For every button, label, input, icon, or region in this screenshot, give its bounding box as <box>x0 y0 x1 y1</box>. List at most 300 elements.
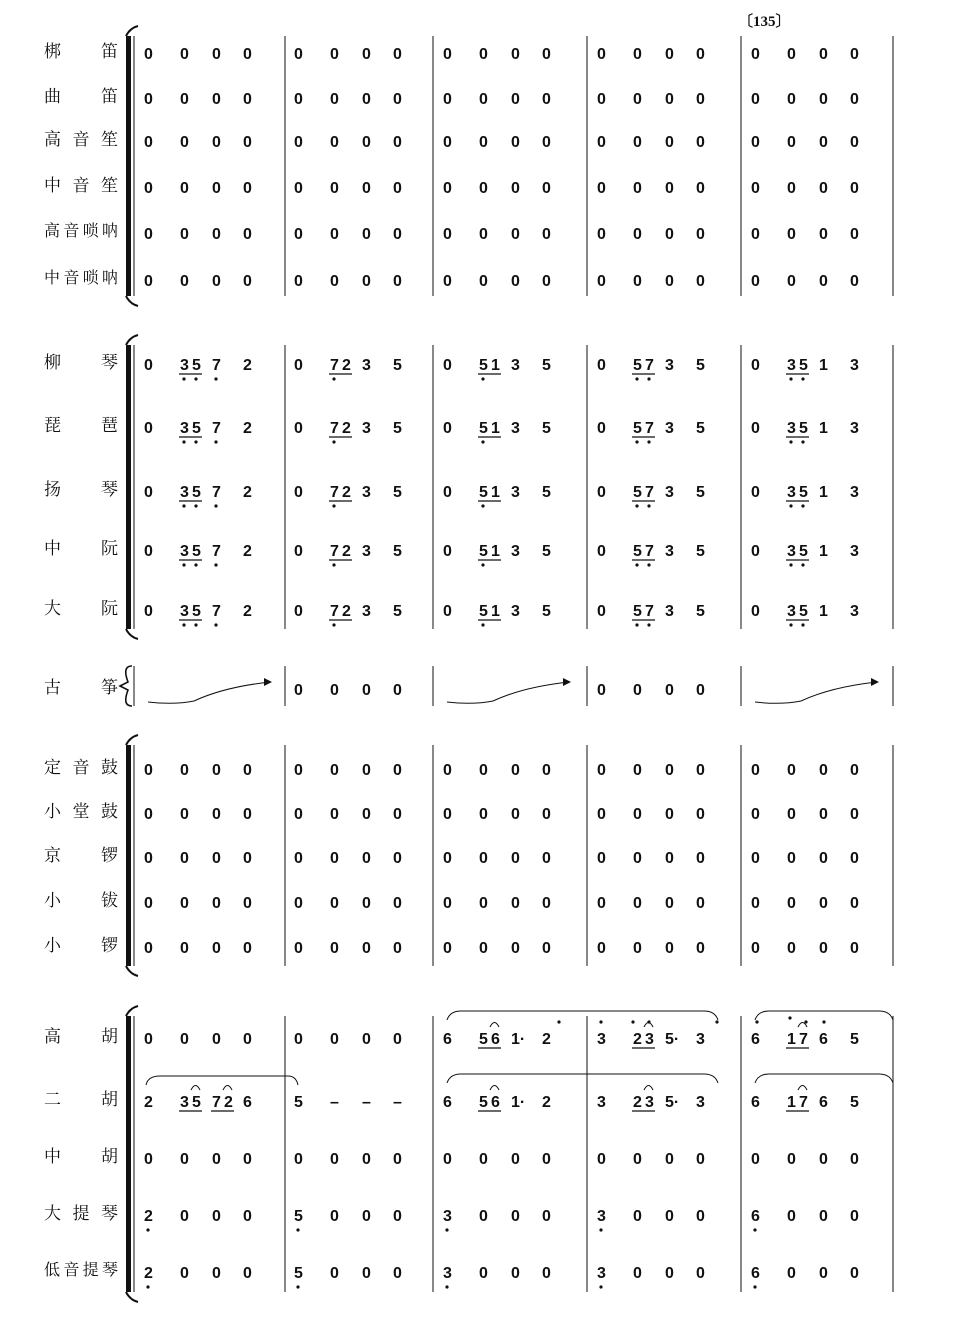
instrument-label: 中音笙 <box>44 176 118 195</box>
glissando-line <box>755 682 877 703</box>
note: 0 <box>665 806 674 823</box>
note: 0 <box>597 91 606 108</box>
note: 0 <box>850 91 859 108</box>
note: 0 <box>850 1151 859 1168</box>
octave-dot <box>753 1285 756 1288</box>
note: 0 <box>294 134 303 151</box>
note: 0 <box>665 895 674 912</box>
note: 0 <box>819 226 828 243</box>
octave-dot <box>445 1228 448 1231</box>
note: 0 <box>597 682 606 699</box>
octave-dot <box>214 623 217 626</box>
note: 0 <box>542 1151 551 1168</box>
note: 0 <box>696 762 705 779</box>
note: 0 <box>212 180 221 197</box>
note: 0 <box>180 134 189 151</box>
note: 0 <box>393 850 402 867</box>
note: 0 <box>696 1208 705 1225</box>
note: 5 <box>633 603 642 620</box>
note: 0 <box>443 134 452 151</box>
note: 0 <box>542 91 551 108</box>
glissando-line <box>447 682 569 703</box>
note: 0 <box>542 273 551 290</box>
note: 6 <box>491 1031 500 1048</box>
octave-dot <box>214 440 217 443</box>
dash: – <box>393 1094 402 1111</box>
note: 0 <box>479 762 488 779</box>
note: 0 <box>542 762 551 779</box>
note: 0 <box>633 273 642 290</box>
note: 0 <box>243 180 252 197</box>
note: 0 <box>479 91 488 108</box>
note: 0 <box>243 1208 252 1225</box>
note: 5 <box>294 1208 303 1225</box>
note: 0 <box>362 940 371 957</box>
note: 0 <box>212 850 221 867</box>
instrument-label: 二胡 <box>44 1090 118 1109</box>
note: 0 <box>633 1265 642 1282</box>
note: 0 <box>819 134 828 151</box>
note: 0 <box>542 850 551 867</box>
note: 0 <box>633 1151 642 1168</box>
note: 0 <box>633 1208 642 1225</box>
note: 0 <box>362 1151 371 1168</box>
note: 0 <box>665 850 674 867</box>
octave-dot <box>332 504 335 507</box>
octave-dot <box>296 1285 299 1288</box>
instrument-label: 小锣 <box>44 936 118 955</box>
system-bracket <box>126 745 131 966</box>
note: 0 <box>479 134 488 151</box>
octave-dot <box>194 563 197 566</box>
octave-dot <box>801 623 804 626</box>
note: 5 <box>696 603 705 620</box>
note: 0 <box>479 46 488 63</box>
note: 0 <box>294 91 303 108</box>
note: 0 <box>443 46 452 63</box>
note: 0 <box>787 273 796 290</box>
note: 0 <box>362 46 371 63</box>
octave-dot <box>214 504 217 507</box>
octave-dot <box>801 504 804 507</box>
note: 1 <box>491 543 500 560</box>
note: 0 <box>212 806 221 823</box>
instrument-label: 柳琴 <box>44 353 118 372</box>
note: 0 <box>850 1208 859 1225</box>
note: 0 <box>144 484 153 501</box>
note: 0 <box>330 134 339 151</box>
octave-dot <box>194 623 197 626</box>
note: 0 <box>633 134 642 151</box>
note: 0 <box>597 46 606 63</box>
note: 0 <box>393 46 402 63</box>
note: 5 <box>799 484 808 501</box>
octave-dot <box>481 377 484 380</box>
note: 7 <box>212 420 221 437</box>
note: 6 <box>819 1031 828 1048</box>
note: 0 <box>850 134 859 151</box>
note: 0 <box>362 1208 371 1225</box>
note: 0 <box>787 895 796 912</box>
octave-dot <box>789 623 792 626</box>
note: 0 <box>294 895 303 912</box>
octave-dot <box>647 504 650 507</box>
note: 5 <box>542 420 551 437</box>
note: 0 <box>696 682 705 699</box>
note: 0 <box>542 134 551 151</box>
note: 3 <box>597 1265 606 1282</box>
slur <box>490 1023 499 1028</box>
note: 0 <box>597 484 606 501</box>
note: 7 <box>212 357 221 374</box>
instrument-label: 曲笛 <box>44 87 118 106</box>
note: 0 <box>665 134 674 151</box>
note: 0 <box>212 1208 221 1225</box>
note: 5 <box>542 603 551 620</box>
note: 2 <box>243 357 252 374</box>
instrument-label: 琵琶 <box>44 416 118 435</box>
octave-dot <box>804 1020 807 1023</box>
note: 0 <box>665 226 674 243</box>
note: 5 <box>479 543 488 560</box>
note: 0 <box>479 895 488 912</box>
note: 3 <box>787 543 796 560</box>
note: 0 <box>696 91 705 108</box>
note: 7 <box>330 420 339 437</box>
note: 0 <box>330 1208 339 1225</box>
note: 1 <box>491 420 500 437</box>
octave-dot <box>647 623 650 626</box>
octave-dot <box>296 1228 299 1231</box>
note: 0 <box>696 226 705 243</box>
note: 0 <box>330 1151 339 1168</box>
note: 3 <box>787 603 796 620</box>
note: 0 <box>294 46 303 63</box>
octave-dot <box>753 1228 756 1231</box>
note: 0 <box>294 273 303 290</box>
system-bracket <box>126 36 131 296</box>
octave-dot <box>789 563 792 566</box>
note: 5 <box>192 1094 201 1111</box>
note: 0 <box>751 91 760 108</box>
phrase-slur <box>447 1074 718 1083</box>
octave-dot <box>182 563 185 566</box>
note: 5· <box>665 1094 680 1111</box>
note: 0 <box>479 806 488 823</box>
note: 2 <box>542 1094 551 1111</box>
octave-dot <box>822 1020 825 1023</box>
note: 0 <box>144 226 153 243</box>
octave-dot <box>801 440 804 443</box>
note: 0 <box>633 226 642 243</box>
note: 0 <box>597 134 606 151</box>
note: 0 <box>212 940 221 957</box>
note: 0 <box>243 226 252 243</box>
bracket-hook <box>126 26 138 36</box>
note: 0 <box>180 940 189 957</box>
octave-dot <box>332 440 335 443</box>
note: 0 <box>819 1265 828 1282</box>
note: 7 <box>212 543 221 560</box>
note: 0 <box>751 940 760 957</box>
instrument-label: 定音鼓 <box>44 758 118 777</box>
bracket-hook <box>126 629 138 639</box>
note: 0 <box>393 1208 402 1225</box>
note: 3 <box>511 543 520 560</box>
octave-dot <box>481 504 484 507</box>
octave-dot <box>789 504 792 507</box>
note: 0 <box>393 682 402 699</box>
note: 5 <box>479 357 488 374</box>
octave-dot <box>214 563 217 566</box>
note: 0 <box>144 357 153 374</box>
bracket-hook <box>126 296 138 306</box>
instrument-label: 中音唢呐 <box>44 270 118 287</box>
note: 3 <box>362 420 371 437</box>
note: 5 <box>192 603 201 620</box>
note: 0 <box>294 762 303 779</box>
note: 0 <box>443 420 452 437</box>
note: 0 <box>665 91 674 108</box>
instrument-label: 梆笛 <box>44 42 118 61</box>
note: 3 <box>665 357 674 374</box>
note: 0 <box>362 895 371 912</box>
note: 0 <box>393 806 402 823</box>
octave-dot <box>635 377 638 380</box>
note: 0 <box>542 1265 551 1282</box>
note: 3 <box>362 484 371 501</box>
note: 0 <box>511 1265 520 1282</box>
note: 0 <box>850 940 859 957</box>
instrument-label: 大阮 <box>44 599 118 618</box>
note: 0 <box>144 895 153 912</box>
note: 0 <box>511 1151 520 1168</box>
note: 0 <box>180 1151 189 1168</box>
note: 5 <box>850 1094 859 1111</box>
note: 0 <box>330 1031 339 1048</box>
note: 0 <box>751 1151 760 1168</box>
glissando-arrow <box>264 678 272 686</box>
note: 0 <box>362 850 371 867</box>
note: 0 <box>542 180 551 197</box>
note: 0 <box>443 273 452 290</box>
note: 0 <box>542 1208 551 1225</box>
note: 0 <box>819 1208 828 1225</box>
note: 0 <box>633 940 642 957</box>
note: 0 <box>597 226 606 243</box>
note: 0 <box>144 940 153 957</box>
note: 0 <box>850 226 859 243</box>
note: 5 <box>542 484 551 501</box>
note: 3 <box>850 420 859 437</box>
note: 0 <box>330 226 339 243</box>
note: 0 <box>665 940 674 957</box>
note: 0 <box>330 940 339 957</box>
note: 0 <box>696 273 705 290</box>
note: 0 <box>294 543 303 560</box>
instrument-label: 中胡 <box>44 1147 118 1166</box>
note: 1 <box>819 543 828 560</box>
note: 0 <box>850 850 859 867</box>
octave-dot <box>635 563 638 566</box>
note: 0 <box>511 850 520 867</box>
note: 0 <box>542 940 551 957</box>
note: 0 <box>212 895 221 912</box>
note: 0 <box>362 273 371 290</box>
note: 6 <box>443 1094 452 1111</box>
note: 5· <box>665 1031 680 1048</box>
note: 0 <box>850 806 859 823</box>
note: 3 <box>180 484 189 501</box>
note: 0 <box>751 134 760 151</box>
phrase-slur <box>755 1074 893 1083</box>
note: 0 <box>597 420 606 437</box>
note: 0 <box>819 1151 828 1168</box>
note: 5 <box>633 543 642 560</box>
note: 0 <box>330 806 339 823</box>
note: 2 <box>243 543 252 560</box>
note: 5 <box>393 357 402 374</box>
note: 2 <box>542 1031 551 1048</box>
note: 0 <box>330 895 339 912</box>
dash: – <box>330 1094 339 1111</box>
note: 0 <box>787 226 796 243</box>
note: 0 <box>597 762 606 779</box>
note: 5 <box>633 357 642 374</box>
note: 0 <box>180 1208 189 1225</box>
note: 3 <box>443 1208 452 1225</box>
note: 0 <box>597 895 606 912</box>
note: 0 <box>819 91 828 108</box>
note: 0 <box>443 226 452 243</box>
note: 0 <box>243 940 252 957</box>
note: 3 <box>787 420 796 437</box>
note: 3 <box>511 484 520 501</box>
note: 0 <box>850 273 859 290</box>
bracket-hook <box>126 735 138 745</box>
note: 0 <box>850 180 859 197</box>
note: 6 <box>491 1094 500 1111</box>
note: 0 <box>212 226 221 243</box>
note: 0 <box>751 543 760 560</box>
note: 3 <box>645 1094 654 1111</box>
octave-dot <box>481 563 484 566</box>
note: 6 <box>751 1031 760 1048</box>
note: 0 <box>696 940 705 957</box>
note: 7 <box>799 1031 808 1048</box>
note: 5 <box>294 1265 303 1282</box>
note: 3 <box>511 420 520 437</box>
note: 0 <box>850 762 859 779</box>
note: 0 <box>393 940 402 957</box>
note: 2 <box>633 1031 642 1048</box>
note: 5 <box>192 484 201 501</box>
note: 2 <box>243 420 252 437</box>
note: 0 <box>479 1265 488 1282</box>
note: 0 <box>294 180 303 197</box>
note: 0 <box>180 226 189 243</box>
note: 0 <box>294 357 303 374</box>
note: 7 <box>645 357 654 374</box>
note: 3 <box>850 357 859 374</box>
note: 0 <box>144 134 153 151</box>
note: 6 <box>443 1031 452 1048</box>
glissando-arrow <box>871 678 879 686</box>
phrase-slur <box>146 1076 298 1085</box>
note: 0 <box>443 806 452 823</box>
note: 0 <box>479 1151 488 1168</box>
instrument-label: 小钹 <box>44 891 118 910</box>
note: 0 <box>696 895 705 912</box>
note: 0 <box>751 420 760 437</box>
note: 0 <box>212 762 221 779</box>
octave-dot <box>182 440 185 443</box>
note: 6 <box>819 1094 828 1111</box>
note: 0 <box>362 682 371 699</box>
note: 0 <box>393 1151 402 1168</box>
note: 0 <box>665 1265 674 1282</box>
note: 0 <box>144 46 153 63</box>
phrase-slur <box>447 1011 718 1020</box>
note: 0 <box>751 806 760 823</box>
note: 3 <box>597 1031 606 1048</box>
note: 0 <box>393 91 402 108</box>
note: 0 <box>330 46 339 63</box>
note: 0 <box>633 850 642 867</box>
octave-dot <box>194 440 197 443</box>
instrument-label: 扬琴 <box>44 480 118 499</box>
note: 0 <box>443 895 452 912</box>
note: 3 <box>850 603 859 620</box>
note: 0 <box>144 1151 153 1168</box>
note: 5 <box>799 357 808 374</box>
dash: – <box>362 1094 371 1111</box>
note: 5 <box>542 543 551 560</box>
note: 3 <box>665 420 674 437</box>
note: 0 <box>144 806 153 823</box>
note: 5 <box>696 420 705 437</box>
note: 0 <box>751 226 760 243</box>
note: 0 <box>751 46 760 63</box>
note: 0 <box>751 762 760 779</box>
note: 0 <box>511 91 520 108</box>
instrument-label: 高胡 <box>44 1027 118 1046</box>
note: 0 <box>294 1031 303 1048</box>
note: 0 <box>294 1151 303 1168</box>
note: 0 <box>393 1265 402 1282</box>
note: 0 <box>511 180 520 197</box>
brace <box>120 666 132 706</box>
note: 5 <box>799 420 808 437</box>
note: 7 <box>645 420 654 437</box>
note: 0 <box>144 1031 153 1048</box>
note: 3 <box>665 543 674 560</box>
note: 0 <box>665 180 674 197</box>
note: 5 <box>633 484 642 501</box>
bracket-hook <box>126 1006 138 1016</box>
note: 0 <box>330 682 339 699</box>
note: 7 <box>645 543 654 560</box>
note: 0 <box>443 850 452 867</box>
note: 0 <box>180 850 189 867</box>
note: 0 <box>597 180 606 197</box>
note: 0 <box>144 603 153 620</box>
note: 0 <box>212 1031 221 1048</box>
note: 0 <box>633 180 642 197</box>
note: 0 <box>819 273 828 290</box>
slur <box>223 1086 232 1091</box>
note: 0 <box>665 1151 674 1168</box>
